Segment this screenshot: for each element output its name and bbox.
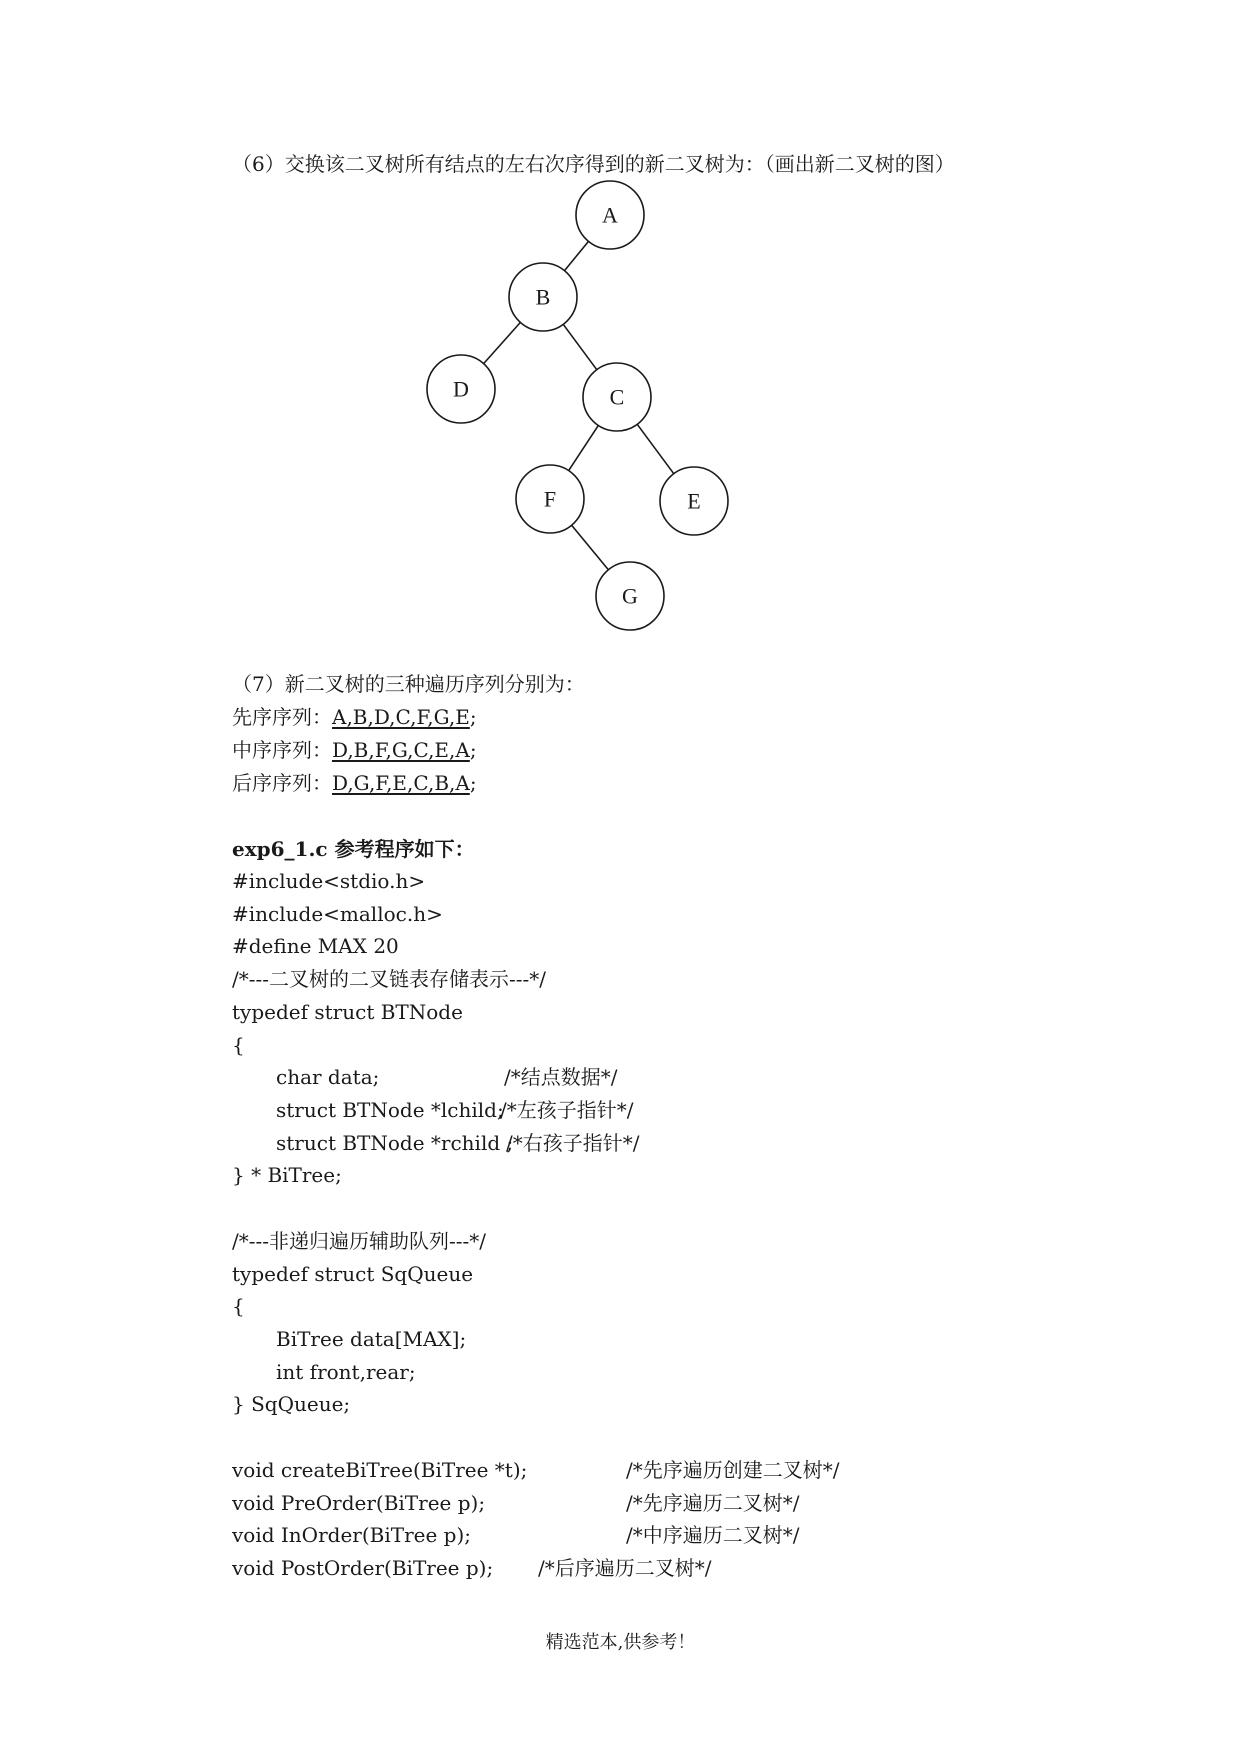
traversal-inorder: 中序序列：D,B,F,G,C,E,A; [232, 738, 477, 762]
code-comment: /*先序遍历二叉树*/ [626, 1491, 800, 1515]
tree-edge-A-B [565, 241, 589, 270]
code-line: int front,rear; [276, 1360, 416, 1384]
traversal-value: A,B,D,C,F,G,E [332, 705, 470, 729]
tree-node-label: E [687, 488, 701, 514]
traversal-value: D,G,F,E,C,B,A [332, 771, 470, 795]
code-line: void createBiTree(BiTree *t); /*先序遍历创建二叉树*/ [232, 1458, 840, 1482]
code-line: struct BTNode *rchild ; /*右孩子指针*/ [276, 1131, 640, 1155]
code-line: void InOrder(BiTree p); /*中序遍历二叉树*/ [232, 1523, 800, 1547]
code-line: void PostOrder(BiTree p); /*后序遍历二叉树*/ [232, 1556, 712, 1580]
code-line: typedef struct BTNode [232, 1000, 463, 1024]
code-line: } * BiTree; [232, 1163, 342, 1187]
tree-node-B [509, 263, 577, 331]
tree-edge-C-E [637, 424, 674, 473]
binary-tree-diagram [0, 0, 1241, 640]
tree-node-D [427, 355, 495, 423]
code-line: #include<malloc.h> [232, 902, 443, 926]
tree-node-label: G [622, 583, 638, 609]
code-comment: /*结点数据*/ [504, 1065, 618, 1089]
program-heading: exp6_1.c 参考程序如下： [232, 837, 475, 861]
code-line: #define MAX 20 [232, 934, 399, 958]
tree-node-E [660, 467, 728, 535]
section6-title: （6）交换该二叉树所有结点的左右次序得到的新二叉树为：（画出新二叉树的图） [232, 152, 955, 176]
page-footer: 精选范本,供参考！ [545, 1632, 696, 1653]
tree-edge-C-F [569, 425, 599, 470]
code-line: #include<stdio.h> [232, 869, 426, 893]
tree-node-label: B [535, 284, 551, 310]
traversal-label: 先序序列： [232, 705, 332, 729]
code-comment: /*右孩子指针*/ [506, 1131, 640, 1155]
code-comment: /*先序遍历创建二叉树*/ [626, 1458, 840, 1482]
tree-node-F [516, 465, 584, 533]
code-line: { [232, 1294, 245, 1318]
traversal-postorder: 后序序列：D,G,F,E,C,B,A; [232, 771, 477, 795]
tree-node-A [576, 181, 644, 249]
code-line: BiTree data[MAX]; [276, 1327, 467, 1351]
tree-node-label: F [543, 486, 557, 512]
code-comment: /*后序遍历二叉树*/ [538, 1556, 712, 1580]
code-comment: /*中序遍历二叉树*/ [626, 1523, 800, 1547]
tree-node-G [596, 562, 664, 630]
tree-edge-B-C [563, 324, 597, 369]
tree-node-C [583, 363, 651, 431]
traversal-preorder: 先序序列：A,B,D,C,F,G,E; [232, 705, 477, 729]
tree-node-label: D [453, 376, 469, 402]
traversal-value: D,B,F,G,C,E,A [332, 738, 470, 762]
code-line: } SqQueue; [232, 1392, 351, 1416]
tree-node-label: A [602, 202, 618, 228]
tree-edge-F-G [572, 525, 609, 570]
code-comment: /*---非递归遍历辅助队列---*/ [232, 1229, 487, 1253]
code-comment: /*左孩子指针*/ [500, 1098, 634, 1122]
code-line: void PreOrder(BiTree p); /*先序遍历二叉树*/ [232, 1491, 800, 1515]
traversal-label: 中序序列： [232, 738, 332, 762]
code-line: typedef struct SqQueue [232, 1262, 474, 1286]
code-comment: /*---二叉树的二叉链表存储表示---*/ [232, 967, 547, 991]
traversal-label: 后序序列： [232, 771, 332, 795]
code-line: char data; /*结点数据*/ [276, 1065, 618, 1089]
section7-title: （7）新二叉树的三种遍历序列分别为： [232, 672, 585, 696]
tree-node-label: C [609, 384, 625, 410]
tree-edge-B-D [484, 322, 521, 363]
code-line: struct BTNode *lchild; /*左孩子指针*/ [276, 1098, 634, 1122]
code-line: { [232, 1033, 245, 1057]
